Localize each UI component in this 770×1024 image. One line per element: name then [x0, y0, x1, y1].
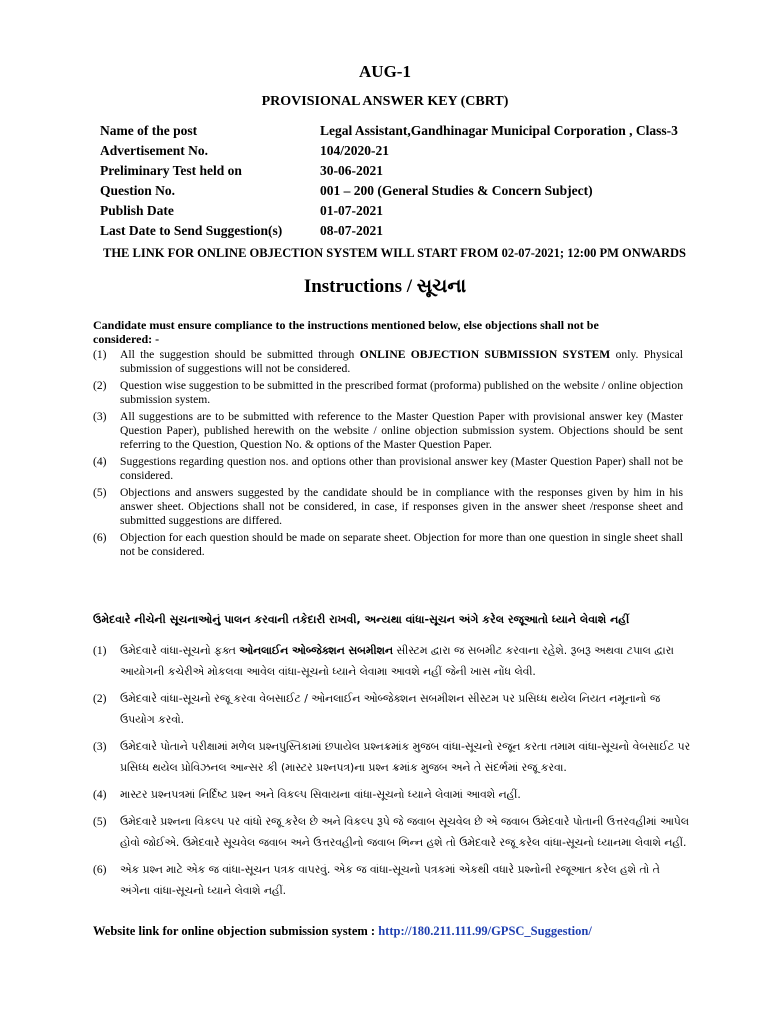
item-text-emphasis: ONLINE OBJECTION SUBMISSION SYSTEM [359, 348, 611, 361]
meta-value-question-no: 001 – 200 (General Studies & Concern Subject) [320, 183, 593, 198]
item-number: (3) [93, 741, 107, 753]
meta-label-last-date: Last Date to Send Suggestion(s) [100, 223, 283, 238]
gujarati-instructions-heading: ઉમેદવારે નીચેની સૂચનાઓનું પાલન કરવાની તકેદારી રાખવી, અન્યથા વાંધા-સૂચન અંગે કરેલ રજૂઆતો ધ્યાને લેવાશે નહીં [93, 613, 630, 626]
meta-value-publish-date: 01-07-2021 [320, 203, 383, 218]
online-objection-start-note: THE LINK FOR ONLINE OBJECTION SYSTEM WILL START FROM 02-07-2021; 12:00 PM ONWARDS [103, 246, 686, 260]
item-text: Question wise suggestion to be submitted in the prescribed format (proforma) published on the website / online objection submission system. [120, 379, 683, 406]
item-number: (6) [93, 531, 107, 545]
meta-label-question-no: Question No. [100, 183, 176, 198]
item-text-emphasis: ઓનલાઈન ઓબ્જેક્શન સબમીશન [239, 644, 393, 657]
item-number: (2) [93, 379, 107, 393]
item-number: (4) [93, 455, 107, 469]
gujarati-instruction-item [93, 736, 693, 778]
item-text-start: ઉમેદવારે વાંધા-સૂચનો ફક્ત [120, 644, 240, 657]
item-number: (4) [93, 789, 107, 801]
meta-value-last-date: 08-07-2021 [320, 223, 383, 238]
compliance-note: Candidate must ensure compliance to the instructions mentioned below, else objections shall not be considered: - [93, 318, 599, 346]
gujarati-instruction-item [93, 640, 693, 682]
meta-label-publish-date: Publish Date [100, 203, 174, 218]
item-text: ઉમેદવારે વાંધા-સૂચનો રજૂ કરવા વેબસાઈટ / ઓનલાઈન ઓબ્જેક્શન સબમીશન સીસ્ટમ પર પ્રસિધ્ધ થયેલ નિયત નમૂનાનો જ ઉપયોગ કરવો. [120, 692, 661, 726]
item-number: (5) [93, 816, 107, 828]
instructions-title: Instructions / સૂચના [303, 276, 467, 297]
english-instruction-item [93, 410, 683, 451]
meta-label-test-date: Preliminary Test held on [100, 163, 242, 178]
item-text-end: સીસ્ટમ દ્વારા જ સબમીટ કરવાના રહેશે. રૂબરૂ અથવા ટપાલ દ્વારા આયોગની કચેરીએ મોકલવા આવેલ વાંધા-સૂચનો ધ્યાને લેવામા આવશે નહીં જેની ખાસ નોંધ લેવી. [120, 644, 674, 678]
item-text: Objection for each question should be made on separate sheet. Objection for more than one question in single sheet shall not be considered. [120, 531, 683, 558]
item-text-start: All the suggestion should be submitted through [120, 348, 360, 361]
meta-value-post: Legal Assistant,Gandhinagar Municipal Corporation , Class-3 [320, 123, 678, 138]
website-line [93, 924, 592, 939]
item-text: ઉમેદવારે પોતાને પરીક્ષામાં મળેલ પ્રશ્નપુસ્તિકામાં છપાયેલ પ્રશ્નક્રમાંક મુજબ વાંધા-સૂચનો રજૂન કરતા તમામ વાંધા-સૂચનો વેબસાઈટ પર પ્રસિધ્ધ થયેલ પ્રોવિઝનલ આન્સર કી (માસ્ટર પ્રશ્નપત્ર)ના પ્રશ્ન ક્રમાંક મુજબ અને તે સંદર્ભમાં રજૂ કરવા. [120, 740, 691, 774]
website-label: Website link for online objection submission system : [93, 924, 379, 938]
english-instruction-item [93, 531, 683, 558]
item-number: (5) [93, 486, 107, 500]
gujarati-instruction-item [93, 784, 693, 805]
gujarati-instruction-item [93, 811, 693, 853]
item-number: (6) [93, 864, 107, 876]
item-text: Suggestions regarding question nos. and options other than provisional answer key (Master Question Paper) shall not be considered. [120, 455, 683, 482]
meta-label-post: Name of the post [100, 123, 198, 138]
item-text: એક પ્રશ્ન માટે એક જ વાંધા-સૂચન પત્રક વાપરવું. એક જ વાંધા-સૂચનો પત્રકમાં એકથી વધારે પ્રશ્નોની રજૂઆત કરેલ હશે તો તે અંગેના વાંધા-સૂચનો ધ્યાને લેવાશે નહીં. [120, 863, 660, 897]
gujarati-instructions-list [93, 640, 693, 907]
english-instruction-item [93, 379, 683, 406]
english-instruction-item [93, 455, 683, 482]
english-instruction-item [93, 486, 683, 527]
item-number: (1) [93, 645, 107, 657]
item-number: (3) [93, 410, 107, 424]
meta-label-advertisement: Advertisement No. [100, 143, 208, 158]
item-number: (2) [93, 693, 107, 705]
website-link[interactable]: http://180.211.111.99/GPSC_Suggestion/ [378, 924, 592, 938]
meta-value-test-date: 30-06-2021 [320, 163, 383, 178]
item-number: (1) [93, 348, 107, 361]
document-code: AUG-1 [359, 62, 411, 81]
english-instructions-list [93, 348, 683, 562]
gujarati-instruction-item [93, 688, 693, 730]
item-text-end: only. Physical submission of suggestions will not be considered. [120, 348, 683, 375]
item-text: Objections and answers suggested by the candidate should be in compliance with the responses given by him in his answer sheet. Objections shall not be considered, in case, if responses given in the answer sheet /response sheet and submitted suggestions are differed. [120, 486, 683, 527]
english-instruction-item [93, 348, 683, 375]
document-title: PROVISIONAL ANSWER KEY (CBRT) [261, 94, 509, 109]
meta-value-advertisement: 104/2020-21 [320, 143, 389, 158]
item-text: All suggestions are to be submitted with reference to the Master Question Paper with provisional answer key (Master Question Paper), published herewith on the website / online objection submission system. Objections should be sent referring to the Question, Question No. & options of the Master Question Paper. [120, 410, 683, 451]
gujarati-instruction-item [93, 859, 693, 901]
item-text: ઉમેદવારે પ્રશ્નના વિકલ્પ પર વાંધો રજૂ કરેલ છે અને વિકલ્પ રૂપે જે જવાબ સૂચવેલ છે એ જવાબ ઉમેદવારે પોતાની ઉત્તરવહીમાં આપેલ હોવો જોઈએ. ઉમેદવારે સૂચવેલ જવાબ અને ઉત્તરવહીનો જવાબ ભિન્ન હશે તો ઉમેદવારે રજૂ કરેલ વાંધા-સૂચનો ધ્યાનમા લેવાશે નહીં. [120, 815, 689, 849]
item-text: માસ્ટર પ્રશ્નપત્રમાં નિર્દિષ્ટ પ્રશ્ન અને વિકલ્પ સિવાયના વાંધા-સૂચનો ધ્યાને લેવામાં આવશે નહીં. [120, 788, 521, 801]
